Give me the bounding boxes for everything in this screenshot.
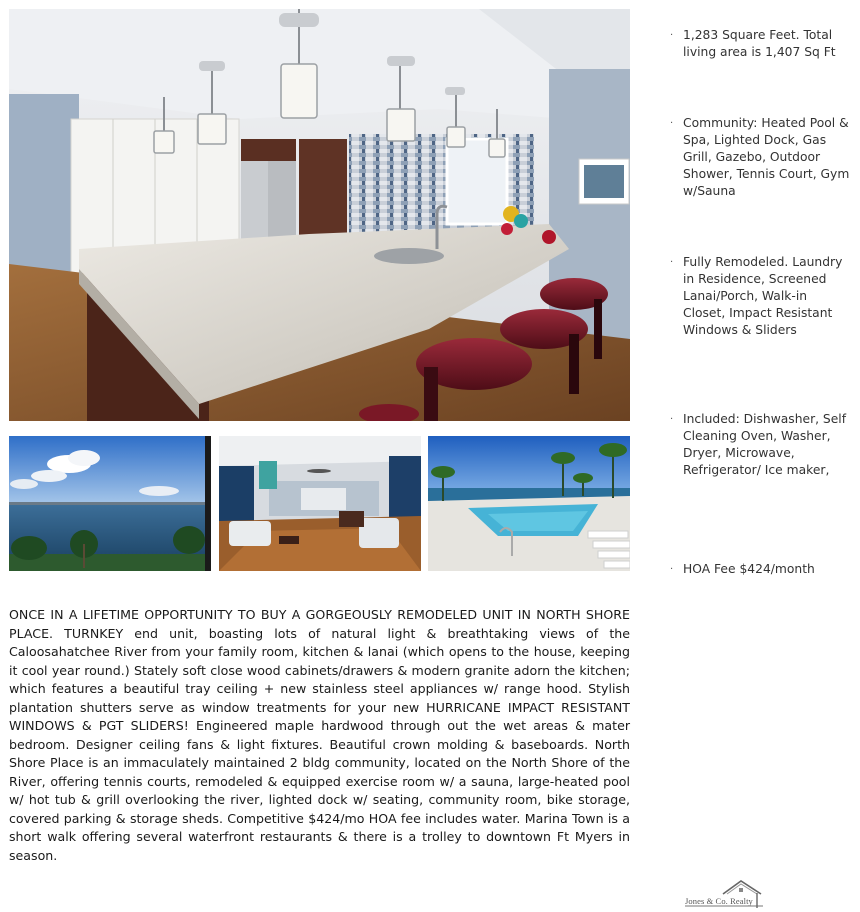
feature-text: Included: Dishwasher, Self Cleaning Oven, Washer, Dryer, Microwave, Refrigerator/ Ice maker,	[683, 412, 847, 477]
feature-text: Community: Heated Pool & Spa, Lighted Dock, Gas Grill, Gazebo, Outdoor Shower, Tennis Court, Gym w/Sauna	[683, 116, 850, 198]
feature-text: 1,283 Square Feet. Total living area is 1,407 Sq Ft	[683, 28, 836, 59]
feature-item	[670, 254, 850, 339]
bullet-icon: ·	[670, 30, 674, 41]
river-view-photo	[9, 436, 211, 571]
kitchen-photo	[9, 9, 630, 421]
living-room-photo	[219, 436, 421, 571]
pool-photo	[428, 436, 630, 571]
bullet-icon: ·	[670, 414, 674, 425]
feature-item	[670, 115, 850, 200]
bullet-icon: ·	[670, 564, 674, 575]
logo-text: Jones & Co. Realty	[685, 896, 753, 906]
bullet-icon: ·	[670, 257, 674, 268]
house-roof-icon	[683, 878, 767, 912]
feature-item	[670, 561, 850, 578]
feature-text: HOA Fee $424/month	[683, 562, 815, 576]
feature-item	[670, 411, 850, 479]
feature-text: Fully Remodeled. Laundry in Residence, Screened Lanai/Porch, Walk-in Closet, Impact Resistant Windows & Sliders	[683, 255, 843, 337]
property-description: ONCE IN A LIFETIME OPPORTUNITY TO BUY A GORGEOUSLY REMODELED UNIT IN NORTH SHORE PLACE. TURNKEY end unit, boasting lots of natural light & breathtaking views of the Caloosahatchee River from your family room, kitchen & lanai (which opens to the house, keeping it cool year round.) Stately soft close wood cabinets/drawers & modern granite adorn the kitchen; which features a beautiful tray ceiling + new stainless steel appliances w/ range hood. Stylish plantation shutters serve as window treatments for your new HURRICANE IMPACT RESISTANT WINDOWS & PGT SLIDERS! Engineered maple hardwood through out the wet areas & mater bedroom. Designer ceiling fans & light fixtures. Beautiful crown molding & baseboards. North Shore Place is an immaculately maintained 2 bldg community, located on the North Shore of the River, offering tennis courts, remodeled & equipped exercise room w/ a sauna, large-heated pool w/ hot tub & grill overlooking the river, lighted dock w/ seating, community room, bike storage, covered parking & storage sheds. Competitive $424/mo HOA fee includes water. Marina Town is a short walk offering several waterfront restaurants & there is a trolley to downtown Ft Myers in season.	[9, 607, 630, 863]
bullet-icon: ·	[670, 118, 674, 129]
realty-logo	[683, 878, 767, 912]
feature-item	[670, 27, 850, 61]
